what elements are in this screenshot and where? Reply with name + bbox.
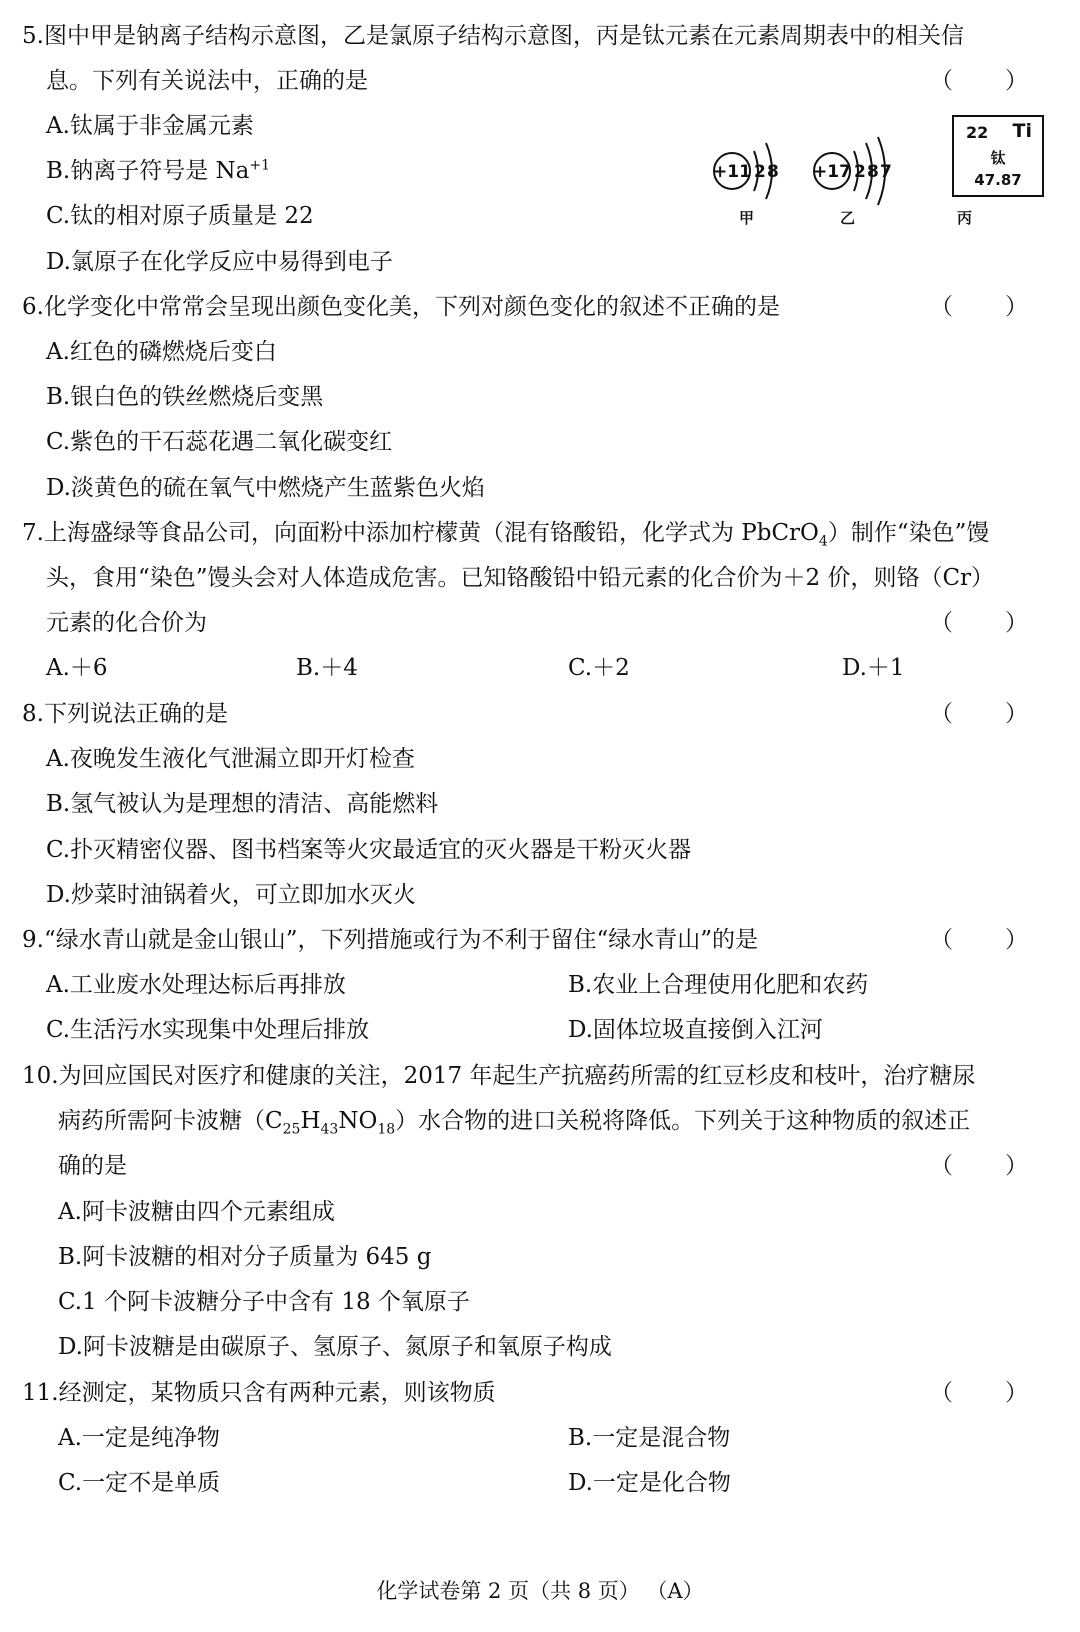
caption-jia: 甲 bbox=[739, 209, 755, 227]
q7-stem-line2: 头，食用“染色”馒头会对人体造成危害。已知铬酸铅中铅元素的化合价为＋2 价，则铬（Cr） bbox=[46, 565, 995, 591]
page-footer: 化学试卷第 2 页（共 8 页） （A） bbox=[376, 1579, 704, 1603]
q7-option-c: C.＋2 bbox=[568, 655, 630, 681]
q9-option-d: D.固体垃圾直接倒入江河 bbox=[568, 1017, 823, 1043]
q8-stem: 8.下列说法正确的是 （ ） bbox=[0, 692, 1080, 736]
q10-option-a: A.阿卡波糖由四个元素组成 bbox=[58, 1199, 335, 1225]
q9-option-b: B.农业上合理使用化肥和农药 bbox=[568, 972, 869, 998]
q8-option-b: B.氢气被认为是理想的清洁、高能燃料 bbox=[46, 791, 439, 817]
answer-parentheses: （ ） bbox=[930, 1380, 1028, 1406]
q7-options bbox=[0, 646, 1080, 690]
q5-option-a: A.钛属于非金属元素 bbox=[46, 113, 254, 139]
cl-shell-3-count: 7 bbox=[880, 162, 892, 182]
q5-stem-text: 5.图中甲是钠离子结构示意图，乙是氯原子结构示意图，丙是钛元素在元素周期表中的相关信 bbox=[22, 23, 964, 49]
element-symbol: Ti bbox=[1012, 120, 1032, 142]
q5-option-c: C.钛的相对原子质量是 22 bbox=[46, 203, 314, 229]
q5-stem-text-cont: 息。下列有关说法中，正确的是 bbox=[46, 68, 368, 94]
q10-option-d: D.阿卡波糖是由碳原子、氢原子、氮原子和氧原子构成 bbox=[58, 1334, 612, 1360]
caption-bing: 丙 bbox=[957, 209, 973, 227]
answer-parentheses: （ ） bbox=[930, 68, 1028, 94]
q5-stem-line1 bbox=[0, 14, 1080, 58]
q8-option-d: D.炒菜时油锅着火，可立即加水灭火 bbox=[46, 882, 416, 908]
q10-option-c: C.1 个阿卡波糖分子中含有 18 个氧原子 bbox=[58, 1289, 470, 1315]
q10-stem-line1: 10.为回应国民对医疗和健康的关注，2017 年起生产抗癌药所需的红豆杉皮和枝叶，治疗糖尿 bbox=[22, 1063, 976, 1089]
q9-option-a: A.工业废水处理达标后再排放 bbox=[46, 972, 346, 998]
atomic-mass: 47.87 bbox=[974, 171, 1022, 189]
q10-stem-line2: 病药所需阿卡波糖$(C_{25}H_{43}NO_{18})$水合物的进口关税将降低。下列关于这种物质的叙述正 bbox=[58, 1108, 971, 1138]
q6-option-d: D.淡黄色的硫在氧气中燃烧产生蓝紫色火焰 bbox=[46, 475, 485, 501]
q9-options-row2 bbox=[0, 1008, 1080, 1052]
q9-options-row1 bbox=[0, 963, 1080, 1007]
cl-nucleus-charge: +17 bbox=[813, 162, 851, 182]
answer-parentheses: （ ） bbox=[930, 927, 1028, 953]
q5-option-b: B.钠离子符号是 $Na^{+1}$ bbox=[46, 157, 271, 184]
q11-stem: 11.经测定，某物质只含有两种元素，则该物质 （ ） bbox=[0, 1371, 1080, 1415]
q8-option-c: C.扑灭精密仪器、图书档案等火灾最适宜的灭火器是干粉灭火器 bbox=[46, 837, 692, 863]
na-shell-1-count: 2 bbox=[754, 162, 766, 182]
atomic-number: 22 bbox=[966, 123, 989, 142]
element-name: 钛 bbox=[990, 149, 1006, 167]
q10-stem-line3: 确的是 （ ） bbox=[0, 1144, 1080, 1188]
q7-option-d: D.＋1 bbox=[842, 655, 905, 681]
q9-option-c: C.生活污水实现集中处理后排放 bbox=[46, 1017, 370, 1043]
na-shell-2-count: 8 bbox=[767, 162, 779, 182]
q6-stem: 6.化学变化中常常会呈现出颜色变化美，下列对颜色变化的叙述不正确的是 （ ） bbox=[0, 285, 1080, 329]
q11-options-row2 bbox=[0, 1461, 1080, 1505]
titanium-periodic-cell bbox=[952, 115, 1044, 197]
q11-option-a: A.一定是纯净物 bbox=[58, 1425, 220, 1451]
formula-subscript: 4 bbox=[818, 533, 828, 550]
q7-stem-line3: 元素的化合价为 （ ） bbox=[0, 601, 1080, 645]
q5-stem-line2 bbox=[0, 59, 1080, 103]
charge-superscript: +1 bbox=[249, 157, 271, 174]
q11-option-b: B.一定是混合物 bbox=[568, 1425, 731, 1451]
q10-option-b: B.阿卡波糖的相对分子质量为 645 g bbox=[58, 1244, 432, 1270]
answer-parentheses: （ ） bbox=[930, 701, 1028, 727]
q7-stem-line1: 7.上海盛绿等食品公司，向面粉中添加柠檬黄（混有铬酸铅，化学式为 PbCrO$_4$）制作“染色”馒 bbox=[22, 520, 990, 550]
na-nucleus-charge: +11 bbox=[713, 162, 751, 182]
q11-option-c: C.一定不是单质 bbox=[58, 1470, 221, 1496]
q11-options-row1 bbox=[0, 1416, 1080, 1460]
caption-yi: 乙 bbox=[840, 209, 856, 227]
cl-shell-1-count: 2 bbox=[854, 162, 866, 182]
cl-shell-2-count: 8 bbox=[867, 162, 879, 182]
q5-figure bbox=[713, 115, 1032, 240]
q6-option-c: C.紫色的干石蕊花遇二氧化碳变红 bbox=[46, 429, 393, 455]
q6-option-b: B.银白色的铁丝燃烧后变黑 bbox=[46, 384, 324, 410]
q7-option-b: B.＋4 bbox=[296, 655, 358, 681]
answer-parentheses: （ ） bbox=[930, 1153, 1028, 1179]
q5-option-d: D.氯原子在化学反应中易得到电子 bbox=[46, 249, 393, 275]
q7-option-a: A.＋6 bbox=[46, 655, 108, 681]
q9-stem: 9.“绿水青山就是金山银山”，下列措施或行为不利于留住“绿水青山”的是 （ ） bbox=[0, 918, 1080, 962]
q8-option-a: A.夜晚发生液化气泄漏立即开灯检查 bbox=[46, 746, 415, 772]
q11-option-d: D.一定是化合物 bbox=[568, 1470, 731, 1496]
q6-option-a: A.红色的磷燃烧后变白 bbox=[46, 339, 277, 365]
answer-parentheses: （ ） bbox=[930, 610, 1028, 636]
answer-parentheses: （ ） bbox=[930, 294, 1028, 320]
